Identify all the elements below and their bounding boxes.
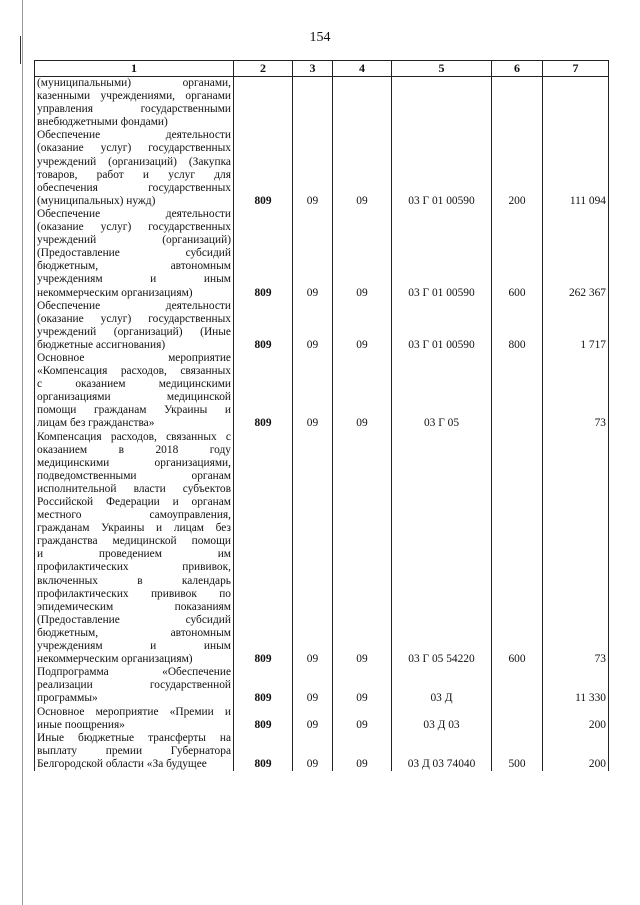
description-line: профилактических прививок,: [37, 561, 231, 574]
description-line: (Предоставление субсидий: [37, 247, 231, 260]
section-code: 09: [293, 129, 333, 208]
section-code: 09: [293, 352, 333, 431]
description-line: Обеспечение деятельности: [37, 129, 231, 142]
description-line: Подпрограмма «Обеспечение: [37, 666, 231, 679]
section-code: 09: [293, 431, 333, 667]
column-header: 1: [35, 61, 234, 77]
section-code: 09: [293, 300, 333, 352]
description-line: помощи гражданам Украины и: [37, 404, 231, 417]
ministry-code: 809: [234, 300, 293, 352]
description-line: (муниципальными) органами,: [37, 77, 231, 89]
section-code: 09: [293, 666, 333, 705]
row-description: [35, 666, 234, 705]
section-code: 09: [293, 208, 333, 300]
table-header: [35, 61, 609, 77]
description-line: Основное мероприятие: [37, 351, 231, 364]
table-row: [35, 208, 609, 300]
amount-value: [543, 77, 609, 130]
table-row: [35, 431, 609, 667]
description-line: включенных в календарь: [37, 574, 231, 587]
column-header: 4: [333, 61, 392, 77]
row-description: [35, 732, 234, 771]
target-article-code: 03 Г 01 00590: [392, 300, 492, 352]
ministry-code: 809: [234, 352, 293, 431]
row-description: [35, 129, 234, 208]
subsection-code: 09: [333, 666, 392, 705]
subsection-code: 09: [333, 300, 392, 352]
description-line: учреждениям и иным: [37, 640, 231, 653]
target-article-code: 03 Д 03 74040: [392, 732, 492, 771]
ministry-code: 809: [234, 129, 293, 208]
ministry-code: 809: [234, 706, 293, 732]
description-line: подведомственными органам: [37, 469, 231, 482]
column-header: 3: [293, 61, 333, 77]
description-line: учреждений (организаций) (Закупка: [37, 155, 231, 168]
row-description: [35, 77, 234, 130]
description-line: казенными учреждениями, органами: [37, 90, 231, 103]
expense-type-code: 500: [492, 732, 543, 771]
description-line: Компенсация расходов, связанных с: [37, 430, 231, 443]
row-description: [35, 431, 234, 667]
ministry-code: 809: [234, 732, 293, 771]
section-code: 09: [293, 706, 333, 732]
expense-type-code: [492, 352, 543, 431]
description-line: «Компенсация расходов, связанных: [37, 365, 231, 378]
row-description: [35, 352, 234, 431]
target-article-code: 03 Д: [392, 666, 492, 705]
description-line: внебюджетными фондами): [37, 116, 168, 129]
description-line: учреждений (организаций) (Иные: [37, 325, 231, 338]
description-line: Иные бюджетные трансферты на: [37, 731, 231, 744]
subsection-code: 09: [333, 208, 392, 300]
description-line: (Предоставление субсидий: [37, 613, 231, 626]
description-line: организациями медицинской: [37, 391, 231, 404]
subsection-code: 09: [333, 706, 392, 732]
target-article-code: [392, 77, 492, 130]
table-row: [35, 706, 609, 732]
description-line: и проведением им: [37, 548, 231, 561]
table-row: [35, 732, 609, 771]
table-row: [35, 666, 609, 705]
target-article-code: 03 Г 05: [392, 352, 492, 431]
description-line: (оказание услуг) государственных: [37, 312, 231, 325]
subsection-code: [333, 77, 392, 130]
description-line: местного самоуправления,: [37, 509, 231, 522]
target-article-code: 03 Г 01 00590: [392, 208, 492, 300]
section-code: [293, 77, 333, 130]
description-line: Обеспечение деятельности: [37, 299, 231, 312]
expense-type-code: [492, 666, 543, 705]
ministry-code: 809: [234, 208, 293, 300]
expense-type-code: [492, 706, 543, 732]
description-line: (муниципальных) нужд): [37, 194, 156, 207]
table-row: [35, 129, 609, 208]
row-description: [35, 208, 234, 300]
expense-type-code: 200: [492, 129, 543, 208]
amount-value: 111 094: [543, 129, 609, 208]
section-code: 09: [293, 732, 333, 771]
target-article-code: 03 Г 05 54220: [392, 431, 492, 667]
description-line: (оказание услуг) государственных: [37, 221, 231, 234]
description-line: некоммерческим организациям): [37, 286, 193, 299]
amount-value: 11 330: [543, 666, 609, 705]
description-line: Основное мероприятие «Премии и: [37, 705, 231, 718]
target-article-code: 03 Г 01 00590: [392, 129, 492, 208]
description-line: бюджетные ассигнования): [37, 338, 166, 351]
description-line: выплату премии Губернатора: [37, 744, 231, 757]
amount-value: 200: [543, 732, 609, 771]
column-header: 5: [392, 61, 492, 77]
ministry-code: 809: [234, 431, 293, 667]
expense-type-code: 800: [492, 300, 543, 352]
description-line: медицинскими организациями,: [37, 456, 231, 469]
table-row: [35, 300, 609, 352]
description-line: управления государственными: [37, 103, 231, 116]
description-line: исполнительной власти субъектов: [37, 482, 231, 495]
description-line: иные поощрения»: [37, 718, 125, 731]
ministry-code: 809: [234, 666, 293, 705]
subsection-code: 09: [333, 352, 392, 431]
description-line: некоммерческим организациям): [37, 653, 193, 666]
description-line: гражданам Украины и лицам без: [37, 522, 231, 535]
description-line: Белгородской области «За будущее: [37, 757, 207, 770]
subsection-code: 09: [333, 732, 392, 771]
amount-value: 73: [543, 352, 609, 431]
description-line: учреждений (организаций): [37, 234, 231, 247]
column-header: 7: [543, 61, 609, 77]
description-line: эпидемическим показаниям: [37, 600, 231, 613]
description-line: (оказание услуг) государственных: [37, 142, 231, 155]
expense-type-code: [492, 77, 543, 130]
description-line: учреждениям и иным: [37, 273, 231, 286]
description-line: бюджетным, автономным: [37, 260, 231, 273]
description-line: Обеспечение деятельности: [37, 207, 231, 220]
amount-value: 262 367: [543, 208, 609, 300]
target-article-code: 03 Д 03: [392, 706, 492, 732]
description-line: товаров, работ и услуг для: [37, 168, 231, 181]
column-header: 6: [492, 61, 543, 77]
description-line: профилактических прививок по: [37, 587, 231, 600]
row-description: [35, 300, 234, 352]
description-line: с оказанием медицинскими: [37, 378, 231, 391]
subsection-code: 09: [333, 129, 392, 208]
ministry-code: [234, 77, 293, 130]
description-line: реализации государственной: [37, 679, 231, 692]
description-line: бюджетным, автономным: [37, 626, 231, 639]
table-row: [35, 352, 609, 431]
column-header: 2: [234, 61, 293, 77]
page-number: 154: [309, 30, 331, 45]
description-line: обеспечения государственных: [37, 181, 231, 194]
description-line: программы»: [37, 692, 98, 705]
table-body: [35, 77, 609, 771]
description-line: Российской Федерации и органам: [37, 496, 231, 508]
description-line: гражданства медицинской помощи: [37, 535, 231, 548]
description-line: лицам без гражданства»: [37, 417, 155, 430]
description-line: оказанием в 2018 году: [37, 443, 231, 456]
amount-value: 73: [543, 431, 609, 667]
budget-table: [34, 60, 609, 771]
row-description: [35, 706, 234, 732]
scan-vertical-mark: [22, 0, 23, 905]
subsection-code: 09: [333, 431, 392, 667]
amount-value: 200: [543, 706, 609, 732]
table-row: [35, 77, 609, 130]
amount-value: 1 717: [543, 300, 609, 352]
expense-type-code: 600: [492, 431, 543, 667]
expense-type-code: 600: [492, 208, 543, 300]
